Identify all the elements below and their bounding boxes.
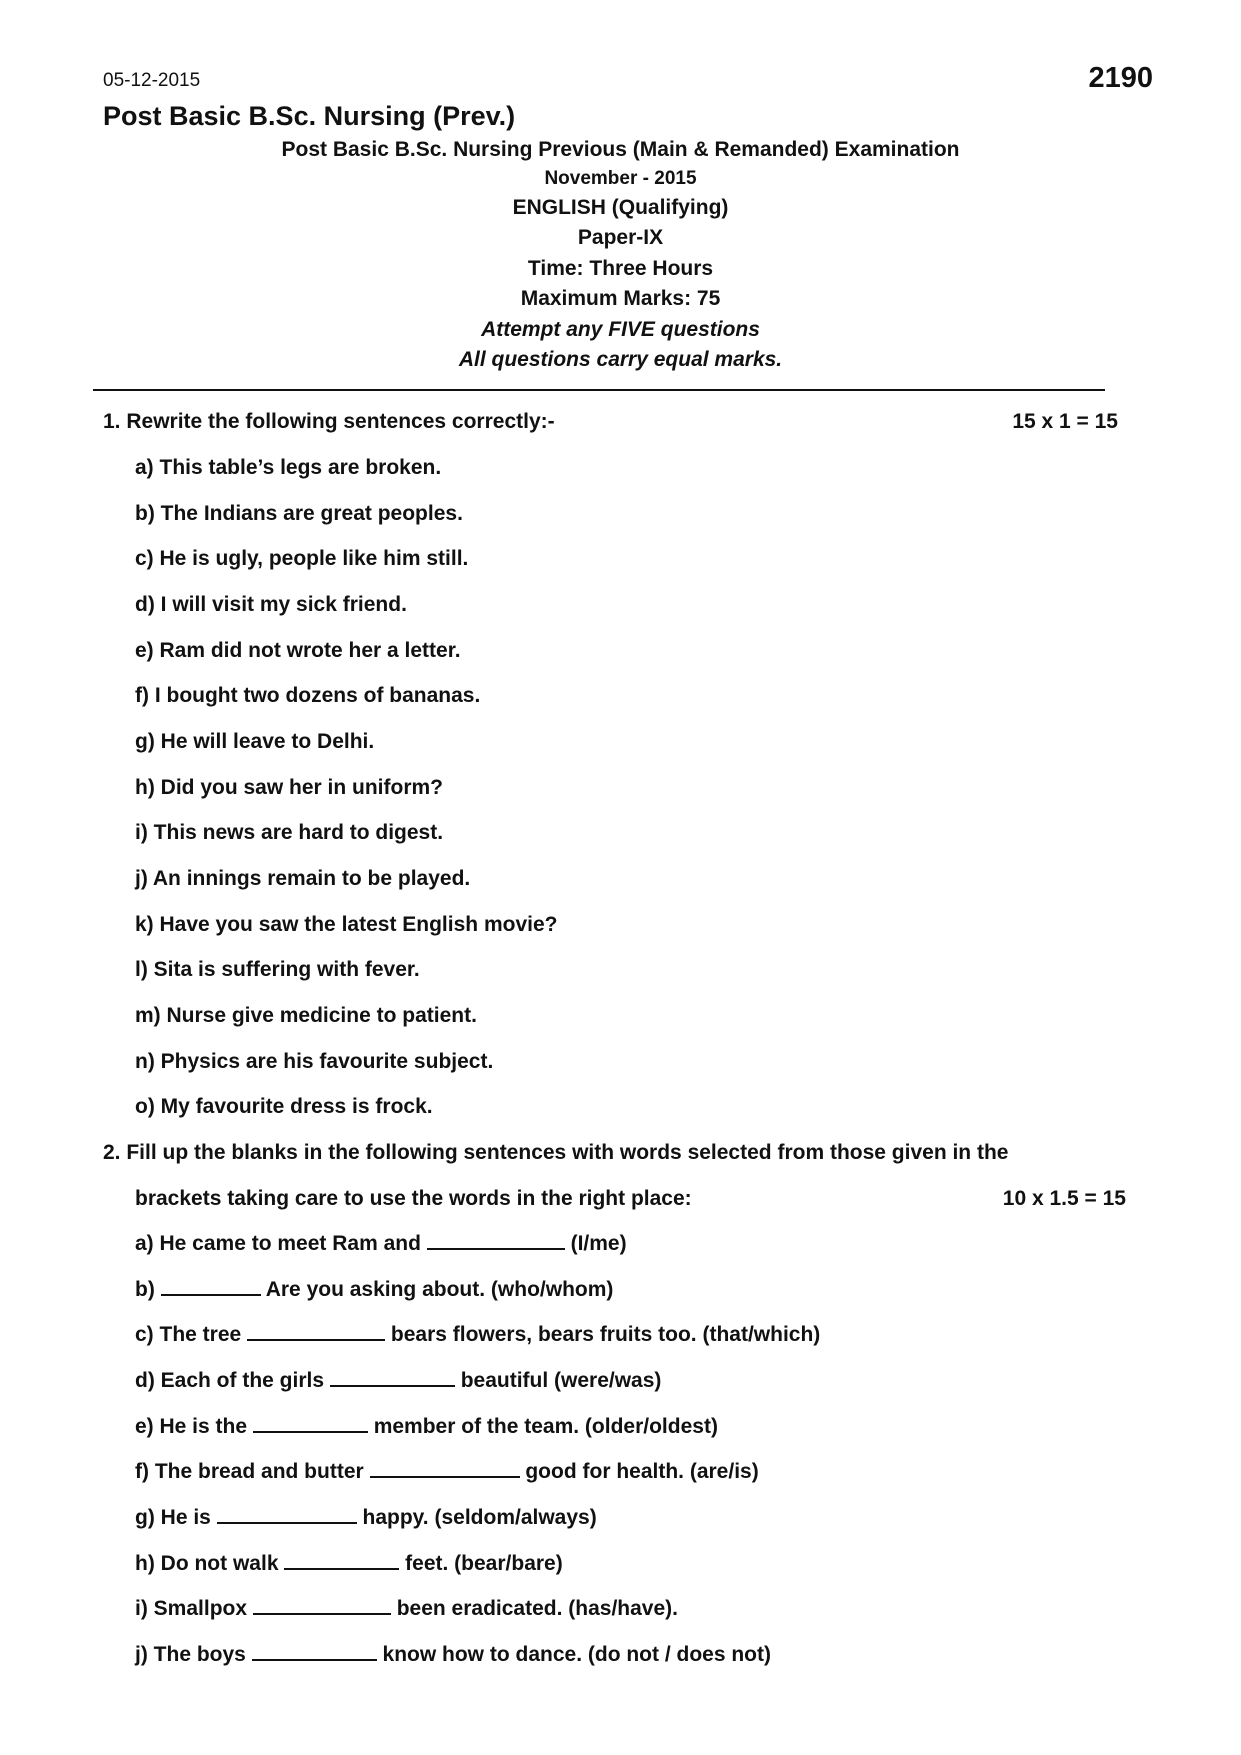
q2-item (135, 1552, 563, 1576)
q1-item: e) Ram did not wrote her a letter. (135, 639, 461, 662)
q1-item: m) Nurse give medicine to patient. (135, 1004, 477, 1027)
q2-item (135, 1415, 718, 1439)
q1-item: d) I will visit my sick friend. (135, 593, 407, 616)
instruction-equal-marks: All questions carry equal marks. (458, 348, 783, 371)
q2-item-text-before: j) The boys (135, 1643, 252, 1666)
q2-item-text-after: happy. (seldom/always) (356, 1506, 597, 1529)
answer-blank[interactable] (284, 1552, 399, 1570)
q1-item: b) The Indians are great peoples. (135, 502, 463, 525)
q1-item: f) I bought two dozens of bananas. (135, 684, 481, 707)
exam-session: November - 2015 (544, 168, 697, 189)
q2-item-text-before: h) Do not walk (135, 1552, 285, 1575)
q1-item: j) An innings remain to be played. (135, 867, 471, 890)
q2-item-text-before: i) Smallpox (135, 1597, 253, 1620)
q1-item: l) Sita is suffering with fever. (135, 958, 420, 981)
paper-number: Paper-IX (577, 226, 664, 249)
q2-item (135, 1597, 678, 1621)
question-1-title: 1. Rewrite the following sentences correctly:- (103, 410, 555, 433)
question-2-marks: 10 x 1.5 = 15 (1002, 1187, 1126, 1210)
q2-item-text-after: bears flowers, bears fruits too. (that/which) (385, 1323, 821, 1346)
q2-item-text-after: Are you asking about. (who/whom) (260, 1278, 614, 1301)
subject-name: ENGLISH (Qualifying) (512, 196, 729, 219)
time-allowed: Time: Three Hours (527, 257, 714, 280)
q2-item (135, 1323, 820, 1347)
q1-item: k) Have you saw the latest English movie? (135, 913, 558, 936)
question-1-marks: 15 x 1 = 15 (1012, 410, 1118, 433)
q2-item (135, 1460, 759, 1484)
q2-item (135, 1369, 661, 1393)
q2-item-text-after: member of the team. (older/oldest) (367, 1415, 718, 1438)
maximum-marks: Maximum Marks: 75 (520, 287, 721, 310)
question-2-title: 2. Fill up the blanks in the following sentences with words selected from those given in the (103, 1141, 1009, 1164)
answer-blank[interactable] (330, 1369, 455, 1387)
q2-item (135, 1643, 771, 1667)
exam-date: 05-12-2015 (103, 70, 201, 91)
header-divider (93, 389, 1105, 391)
q2-item-text-after: feet. (bear/bare) (399, 1552, 563, 1575)
answer-blank[interactable] (253, 1597, 391, 1615)
q2-item-text-before: e) He is the (135, 1415, 253, 1438)
q2-item-text-before: g) He is (135, 1506, 217, 1529)
q1-item: o) My favourite dress is frock. (135, 1095, 433, 1118)
answer-blank[interactable] (161, 1278, 261, 1296)
q2-item (135, 1232, 627, 1256)
q1-item: g) He will leave to Delhi. (135, 730, 375, 753)
q2-item-text-after: beautiful (were/was) (454, 1369, 662, 1392)
question-2-title-continued: brackets taking care to use the words in the right place: (135, 1187, 692, 1210)
paper-code: 2190 (1088, 62, 1153, 94)
q2-item (135, 1506, 597, 1530)
q2-item-text-after: (I/me) (564, 1232, 627, 1255)
answer-blank[interactable] (252, 1643, 377, 1661)
instruction-attempt: Attempt any FIVE questions (481, 318, 760, 341)
q2-item-text-after: been eradicated. (has/have). (390, 1597, 678, 1620)
q1-item: h) Did you saw her in uniform? (135, 776, 444, 799)
q2-item-text-after: know how to dance. (do not / does not) (376, 1643, 771, 1666)
q1-item: a) This table’s legs are broken. (135, 456, 442, 479)
q1-item: n) Physics are his favourite subject. (135, 1050, 494, 1073)
course-title: Post Basic B.Sc. Nursing (Prev.) (103, 101, 516, 131)
answer-blank[interactable] (370, 1460, 520, 1478)
answer-blank[interactable] (247, 1323, 385, 1341)
q2-item-text-before: c) The tree (135, 1323, 248, 1346)
answer-blank[interactable] (217, 1506, 357, 1524)
q1-item: i) This news are hard to digest. (135, 821, 444, 844)
q2-item-text-before: b) (135, 1278, 161, 1301)
exam-name: Post Basic B.Sc. Nursing Previous (Main & Remanded) Examination (281, 138, 960, 161)
q2-item-text-before: a) He came to meet Ram and (135, 1232, 427, 1255)
answer-blank[interactable] (427, 1232, 565, 1250)
q2-item-text-after: good for health. (are/is) (519, 1460, 759, 1483)
q2-item-text-before: d) Each of the girls (135, 1369, 330, 1392)
q1-item: c) He is ugly, people like him still. (135, 547, 469, 570)
q2-item-text-before: f) The bread and butter (135, 1460, 370, 1483)
q2-item (135, 1278, 613, 1302)
answer-blank[interactable] (253, 1415, 368, 1433)
